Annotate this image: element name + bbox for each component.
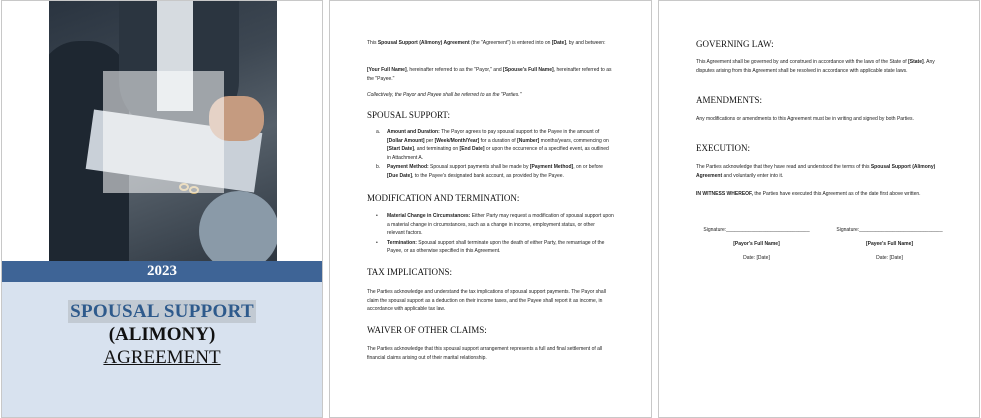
list-item: b. Payment Method: Spousal support payments shall be made by [Payment Method], on or before [Due Date], to the Payee's designated bank account, as provided by the Payee.: [376, 164, 603, 179]
spousal-support-heading: SPOUSAL SUPPORT:: [367, 110, 450, 120]
payor-name: [Payor's Full Name]: [733, 241, 780, 247]
waiver-paragraph: The Parties acknowledge that this spousal support arrangement represents a full and final settlement of all financial claims arising out of their marital relationship.: [367, 346, 603, 361]
tax-heading: TAX IMPLICATIONS:: [367, 267, 453, 277]
payee-name: [Payee's Full Name]: [865, 241, 914, 247]
parties-paragraph: [Your Full Name], hereinafter referred to as the "Payor," and [Spouse's Full Name], hereinafter referred to as the "Payee.": [367, 67, 612, 82]
cover-title-line1: SPOUSAL SUPPORT: [70, 301, 254, 322]
photo-overlay: [103, 71, 224, 193]
payor-signature-block: [699, 227, 814, 261]
cover-photo: [49, 1, 277, 261]
agreement-page-1: [329, 0, 652, 418]
list-item: • Material Change in Circumstances: Either Party may request a modification of spousal support upon a material change in circumstances, such as a change in income, employment status, or other relevant factors.: [376, 213, 614, 236]
execution-paragraph: The Parties acknowledge that they have read and understood the terms of this Spousal Support (Alimony) Agreement and voluntarily enter into it.: [696, 164, 936, 179]
amendments-paragraph: Any modifications or amendments to this Agreement must be in writing and signed by both Parties.: [696, 116, 914, 122]
intro-paragraph: This Spousal Support (Alimony) Agreement (the "Agreement") is entered into on [Date], by and between:: [367, 40, 606, 46]
cover-title-line3: AGREEMENT: [103, 347, 221, 368]
governing-law-heading: GOVERNING LAW:: [696, 39, 774, 49]
payor-signature-line[interactable]: Signature:______________________________: [703, 227, 810, 233]
governing-law-paragraph: This Agreement shall be governed by and construed in accordance with the laws of the State of [State]. Any disputes arising from this Agreement shall be resolved in accordance with applicable state laws.: [696, 59, 935, 74]
tax-paragraph: The Parties acknowledge and understand the tax implications of spousal support payments. The Payor shall claim the spousal support as a deduction on their income taxes, and the Payee shall report it as income, in accordance with applicable tax law.: [367, 289, 606, 312]
cover-page: [1, 0, 323, 418]
payee-signature-line[interactable]: Signature:______________________________: [836, 227, 943, 233]
modification-heading: MODIFICATION AND TERMINATION:: [367, 193, 520, 203]
list-item: • Termination: Spousal support shall terminate upon the death of either Party, the remarriage of the Payee, or as otherwise specified in this Agreement.: [376, 239, 605, 254]
payee-date: Date: [Date]: [876, 255, 903, 261]
amendments-heading: AMENDMENTS:: [696, 95, 763, 105]
cover-title-line2: (ALIMONY): [108, 324, 216, 345]
collectively-paragraph: Collectively, the Payor and Payee shall be referred to as the "Parties.": [367, 92, 522, 98]
cover-year: 2023: [2, 261, 322, 282]
list-item: a. Amount and Duration: The Payor agrees to pay spousal support to the Payee in the amount of [Dollar Amount] per [Week/Month/Year] for a duration of [Number] months/years, commencing on [Start Date], and terminating on [End Date] or upon the occurrence of a specified event, as outlined in Attachment A.: [376, 129, 609, 161]
agreement-page-2: [658, 0, 980, 418]
waiver-heading: WAIVER OF OTHER CLAIMS:: [367, 325, 487, 335]
payee-signature-block: [832, 227, 947, 261]
modification-list: [367, 212, 614, 256]
spousal-support-list: [367, 128, 614, 180]
payor-date: Date: [Date]: [743, 255, 770, 261]
execution-heading: EXECUTION:: [696, 143, 750, 153]
witness-paragraph: IN WITNESS WHEREOF, the Parties have executed this Agreement as of the date first above written.: [696, 191, 921, 197]
